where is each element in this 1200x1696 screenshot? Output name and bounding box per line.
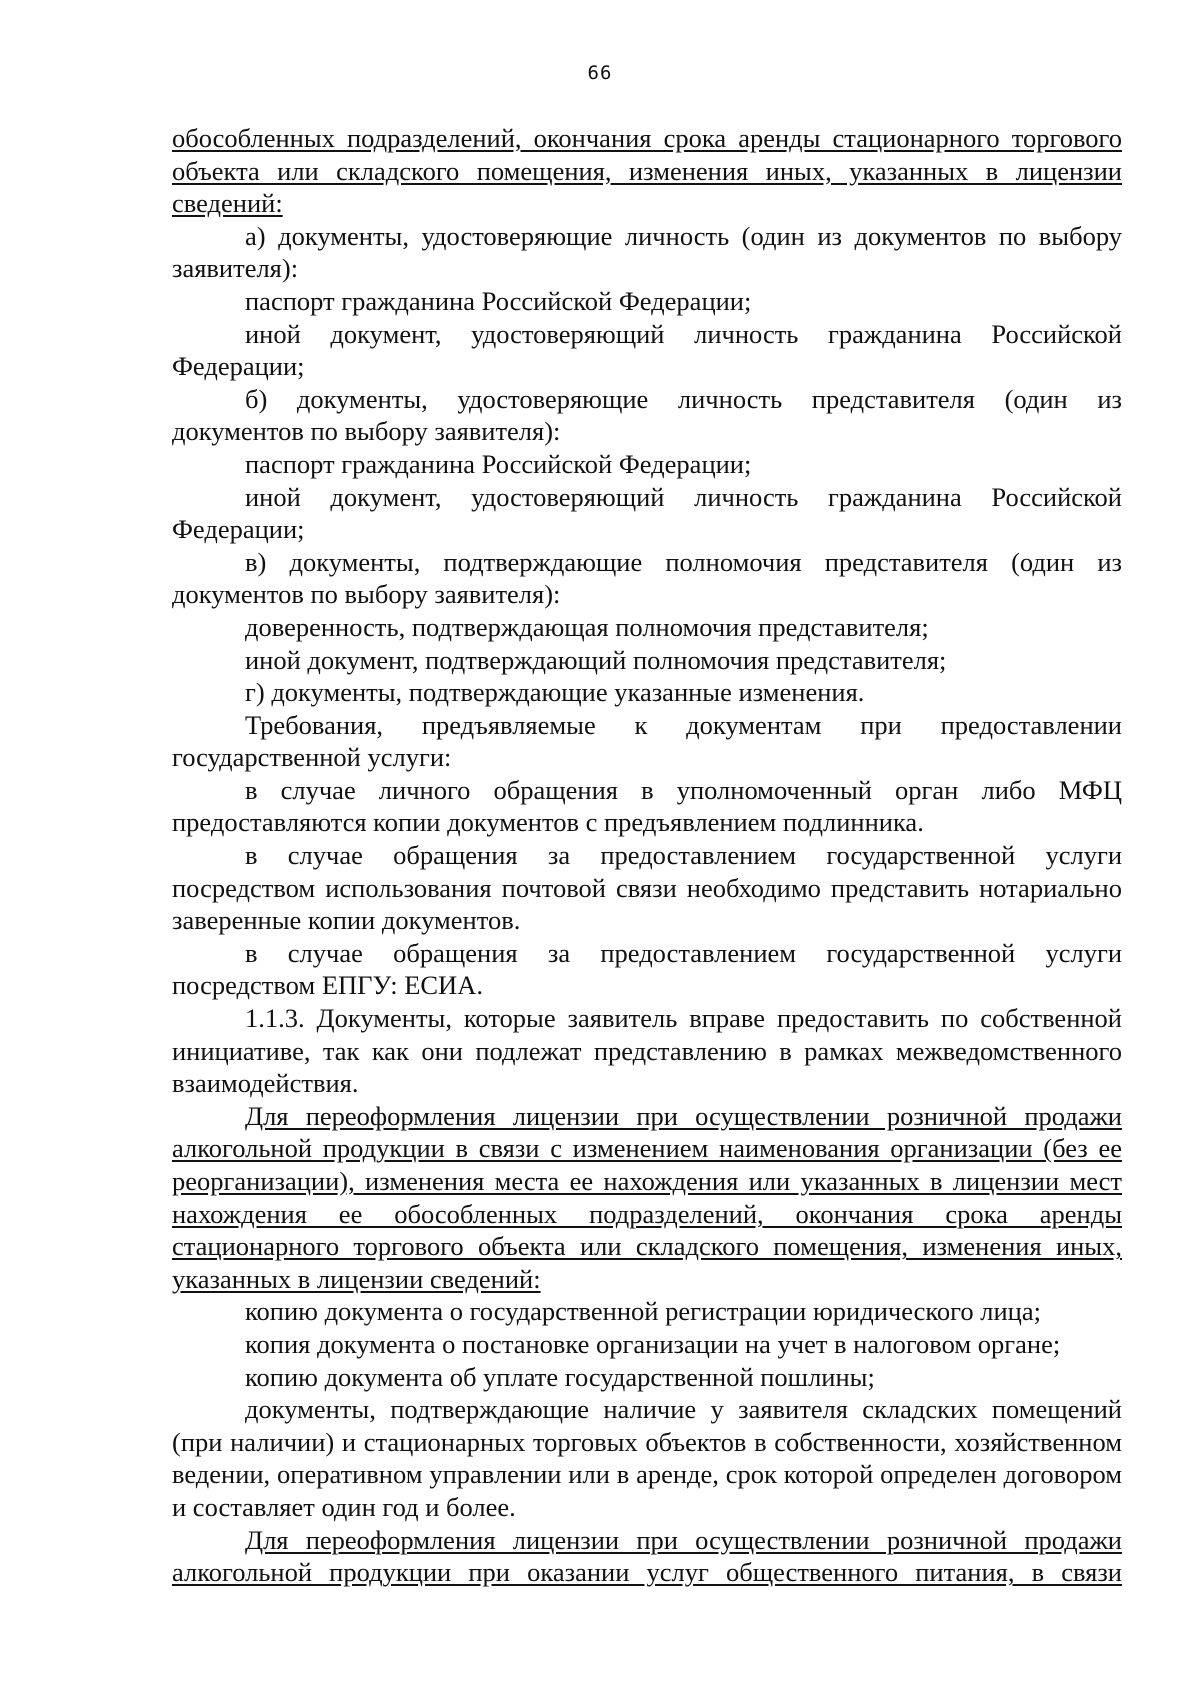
paragraph-other-id-representative: иной документ, удостоверяющий личность гражданина Российской Федерации; [172, 481, 1122, 545]
document-body [172, 122, 1122, 1589]
paragraph-power-of-attorney: доверенность, подтверждающая полномочия представителя; [245, 611, 929, 642]
paragraph-personal-visit: в случае личного обращения в уполномоченный орган либо МФЦ предоставляются копии документов с предъявлением подлинника. [172, 774, 1122, 838]
page-number: 66 [587, 62, 613, 84]
paragraph-registration-copy: копию документа о государственной регистрации юридического лица; [245, 1296, 1041, 1327]
paragraph-item-a: а) документы, удостоверяющие личность (один из документов по выбору заявителя): [172, 220, 1122, 284]
paragraph-reissue-heading: Для переоформления лицензии при осуществлении розничной продажи алкогольной продукции в связи с изменением наименования организации (без ее реорганизации), изменения места ее нахождения или указанных в лицензии мест нахождения ее обособленных подразделений, окончания срока аренды стационарного торгового объекта или складского помещения, изменения иных, указанных в лицензии сведений: [172, 1100, 1122, 1294]
paragraph-tax-registration-copy: копия документа о постановке организации на учет в налоговом органе; [245, 1328, 1061, 1359]
paragraph-requirements: Требования, предъявляемые к документам при предоставлении государственной услуги: [172, 709, 1122, 773]
paragraph-postal: в случае обращения за предоставлением государственной услуги посредством использования почтовой связи необходимо представить нотариально заверенные копии документов. [172, 840, 1122, 936]
paragraph-item-v: в) документы, подтверждающие полномочия представителя (один из документов по выбору заявителя): [172, 546, 1122, 610]
paragraph-duty-payment-copy: копию документа об уплате государственной пошлины; [245, 1361, 875, 1392]
paragraph-item-b: б) документы, удостоверяющие личность представителя (один из документов по выбору заявителя): [172, 383, 1122, 447]
paragraph-other-authority-document: иной документ, подтверждающий полномочия представителя; [245, 644, 947, 675]
paragraph-section-1-1-3: 1.1.3. Документы, которые заявитель вправе предоставить по собственной инициативе, так как они подлежат представлению в рамках межведомственного взаимодействия. [172, 1003, 1122, 1099]
paragraph-other-id: иной документ, удостоверяющий личность гражданина Российской Федерации; [172, 318, 1122, 382]
paragraph-epgu: в случае обращения за предоставлением государственной услуги посредством ЕПГУ: ЕСИА. [172, 937, 1122, 1001]
paragraph-heading-continuation: обособленных подразделений, окончания срока аренды стационарного торгового объекта или складского помещения, изменения иных, указанных в лицензии сведений: [172, 123, 1122, 219]
paragraph-passport: паспорт гражданина Российской Федерации; [245, 285, 752, 316]
paragraph-item-g: г) документы, подтверждающие указанные изменения. [245, 677, 865, 708]
paragraph-catering-reissue-heading: Для переоформления лицензии при осуществлении розничной продажи алкогольной продукции при оказании услуг общественного питания, в связи [172, 1524, 1122, 1588]
paragraph-premises-documents: документы, подтверждающие наличие у заявителя складских помещений (при наличии) и стационарных торговых объектов в собственности, хозяйственном ведении, оперативном управлении или в аренде, срок которой определен договором и составляет один год и более. [172, 1394, 1122, 1522]
paragraph-passport-representative: паспорт гражданина Российской Федерации; [245, 448, 752, 479]
